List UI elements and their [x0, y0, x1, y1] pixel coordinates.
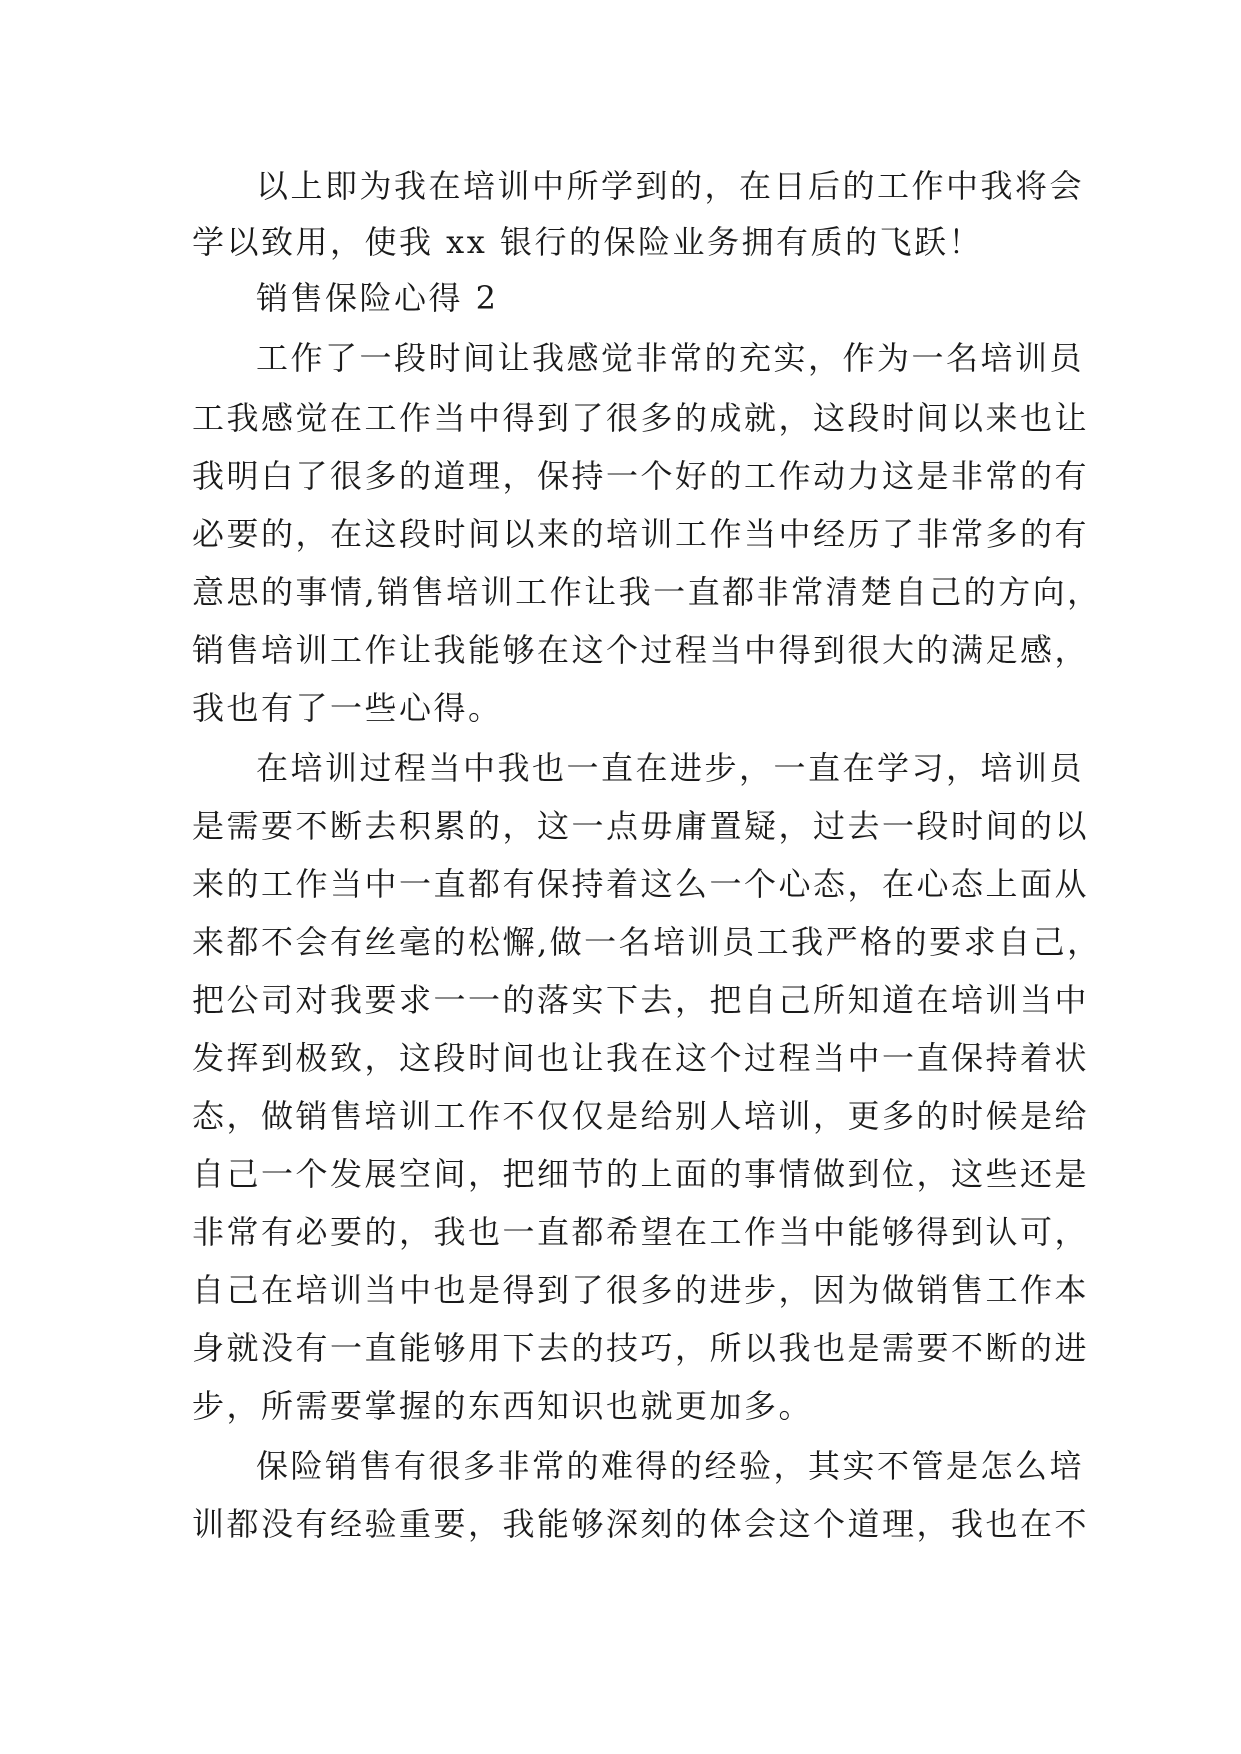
text-line: 态，做销售培训工作不仅仅是给别人培训，更多的时候是给 — [192, 1097, 1090, 1135]
text-line: 来都不会有丝毫的松懈,做一名培训员工我严格的要求自己， — [192, 923, 1102, 961]
text-line: 工我感觉在工作当中得到了很多的成就，这段时间以来也让 — [192, 399, 1090, 437]
text-line: 发挥到极致，这段时间也让我在这个过程当中一直保持着状 — [192, 1039, 1090, 1077]
text-line: 步，所需要掌握的东西知识也就更加多。 — [192, 1387, 814, 1425]
text-line: 必要的，在这段时间以来的培训工作当中经历了非常多的有 — [192, 515, 1090, 553]
text-line: 自己一个发展空间，把细节的上面的事情做到位，这些还是 — [192, 1155, 1090, 1193]
text-line: 训都没有经验重要，我能够深刻的体会这个道理，我也在不 — [192, 1505, 1090, 1543]
text-line: 来的工作当中一直都有保持着这么一个心态，在心态上面从 — [192, 865, 1090, 903]
text-line: 把公司对我要求一一的落实下去，把自己所知道在培训当中 — [192, 981, 1090, 1019]
text-line: 保险销售有很多非常的难得的经验，其实不管是怎么培 — [256, 1447, 1085, 1485]
text-line: 学以致用，使我 xx 银行的保险业务拥有质的飞跃！ — [192, 223, 983, 261]
text-line: 销售培训工作让我能够在这个过程当中得到很大的满足感， — [192, 631, 1090, 669]
text-line: 以上即为我在培训中所学到的，在日后的工作中我将会 — [256, 167, 1085, 205]
text-line: 我明白了很多的道理，保持一个好的工作动力这是非常的有 — [192, 457, 1090, 495]
text-line: 身就没有一直能够用下去的技巧，所以我也是需要不断的进 — [192, 1329, 1090, 1367]
text-line: 自己在培训当中也是得到了很多的进步，因为做销售工作本 — [192, 1271, 1090, 1309]
text-line: 非常有必要的，我也一直都希望在工作当中能够得到认可， — [192, 1213, 1090, 1251]
text-line: 工作了一段时间让我感觉非常的充实，作为一名培训员 — [256, 339, 1085, 377]
text-line: 我也有了一些心得。 — [192, 689, 503, 727]
text-line: 意思的事情,销售培训工作让我一直都非常清楚自己的方向， — [192, 573, 1102, 611]
text-line: 在培训过程当中我也一直在进步，一直在学习，培训员 — [256, 749, 1085, 787]
section-heading: 销售保险心得 2 — [256, 279, 499, 317]
text-line: 是需要不断去积累的，这一点毋庸置疑，过去一段时间的以 — [192, 807, 1090, 845]
